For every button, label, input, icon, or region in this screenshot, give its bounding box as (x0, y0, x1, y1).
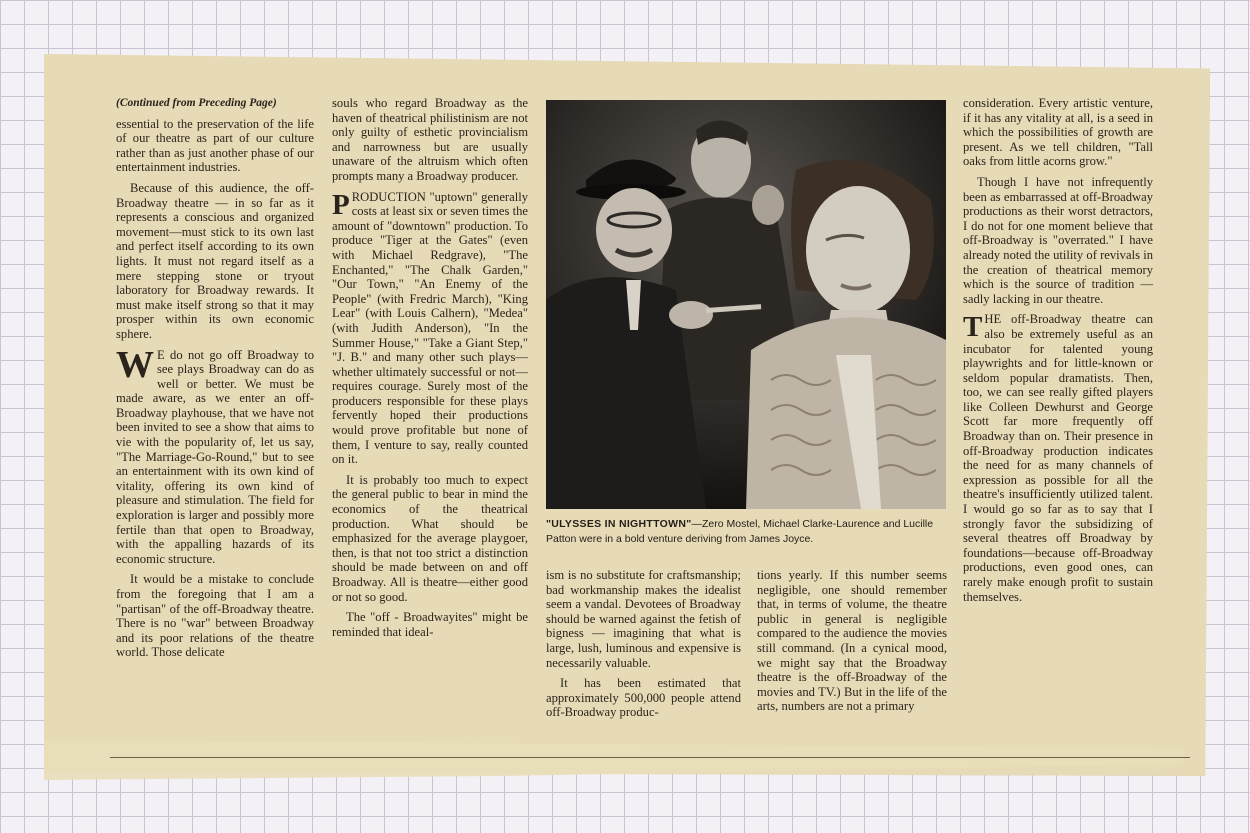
paragraph: W E do not go off Broadway to see plays Broadway can do as well or better. We must be made aware, as we enter an off-Broadway playhouse, that we have not been invited to see a show that aims to vie with the popularity of, let us say, "The Marriage-Go-Round," but to see an entertainment with its own kind of vitality, offering its own kind of pleasure and stimulation. The field for exploration is larger and possibly more fertile than that open to Broadway, with the appalling hazards of its economic structure. (116, 343, 314, 566)
drop-cap: P (332, 188, 350, 221)
drop-cap: T (963, 311, 983, 344)
production-photo (546, 100, 946, 509)
article-column-1 (116, 96, 314, 666)
drop-cap: W (116, 343, 154, 386)
article-column-2 (332, 96, 528, 645)
paragraph: The "off - Broadwayites" might be reminded that ideal- (332, 610, 528, 639)
paragraph: PRODUCTION "uptown" generally costs at least six or seven times the amount of "downtown" production. To produce "Tiger at the Gates" (even with Michael Redgrave), "The Enchanted," "The Chalk Garden," "Our Town," "An Enemy of the People" (with Fredric March), "King Lear" (with Louis Calhern), "Medea" (with Judith Anderson), "In the Summer House," "Take a Giant Step," "J. B." and many other such plays—whether ultimately successful or not—requires courage. Surely most of the producers responsible for these plays fervently hoped their productions would prove profitable but none of them, I venture to say, really counted on it. (332, 188, 528, 467)
continued-note: (Continued from Preceding Page) (116, 97, 277, 109)
caption-text: —Zero Mostel, Michael Clarke-Laurence and Lucille Patton were in a bold venture deriving from James Joyce. (546, 518, 934, 545)
paragraph: It has been estimated that approximately 500,000 people attend off-Broadway produc- (546, 676, 741, 720)
paragraph: It would be a mistake to conclude from the foregoing that I am a "partisan" of the off-Broadway theatre. There is no "war" between Broadway and its poor relations of the theatre world. Those delicate (116, 572, 314, 660)
paragraph: Though I have not infrequently been as embarrassed at off-Broadway productions as their worst detractors, I do not for one moment believe that off-Broadway is "overrated." I have already noted the utility of revivals in the creation of theatrical memory which is the source of tradition — sadly lacking in our theatre. (963, 174, 1153, 306)
paragraph: It is probably too much to expect the general public to bear in mind the economics of the theatrical production. What should be emphasized for the average playgoer, then, is that not too strict a distinction should be made between on and off Broadway. All is theatre—either good or not so good. (332, 472, 528, 604)
paragraph: souls who regard Broadway as the haven of theatrical philistinism are not only guilty of esthetic provincialism and narrowness but are usually unaware of the altruism which often prompts many a Broadway producer. (332, 96, 528, 183)
bottom-rule (110, 757, 1190, 758)
article-column-5 (963, 96, 1153, 610)
paragraph: essential to the preservation of the life of our theatre as part of our culture rather than as just another phase of our entertainment industries. (116, 116, 314, 175)
paragraph: tions yearly. If this number seems negligible, one should remember that, in terms of volume, the theatre public in general is negligible compared to the audience the movies still command. (In a cynical mood, we might say that the Broadway theatre is the off-Broadway of the movies and TV.) But in the life of the arts, numbers are not a primary (757, 568, 947, 714)
paragraph: ism is no substitute for craftsmanship; bad workmanship makes the idealist seem a vandal. Devotees of Broadway should be warned against the fetish of bigness — imagining that what is large, lush, luminous and expensive is necessarily valuable. (546, 568, 741, 670)
article-column-3 (546, 568, 741, 726)
paragraph: consideration. Every artistic venture, if it has any vitality at all, is a seed in which the possibilities of growth are present. As we tell children, "Tall oaks from little acorns grow." (963, 96, 1153, 169)
paragraph: THE off-Broadway theatre can also be extremely useful as an incubator for talented young playwrights and for little-known or seldom popular dramatists. Then, too, we can see really gifted players like Colleen Dewhurst and George Scott far more frequently off Broadway than on. Their presence in off-Broadway production indicates the need for as many channels of expression as possible for all the theatre's insufficiently utilized talent. I would go so far as to say that I strongly favor the subsidizing of several theatres off Broadway by foundations—because off-Broadway productions, even good ones, can rarely make enough profit to sustain themselves. (963, 311, 1153, 604)
caption-title: "ULYSSES IN NIGHTTOWN" (546, 518, 692, 530)
photo-caption (546, 517, 946, 547)
paragraph: Because of this audience, the off-Broadway theatre — in so far as it represents a conscious and organized movement—must stick to its own last and perfect itself according to its own lights. It must not regard itself as a mere stepping stone or tryout laboratory for Broadway rewards. It must make itself strong so that it may prosper within its own economic sphere. (116, 180, 314, 341)
article-column-4 (757, 568, 947, 720)
photo-illustration (546, 100, 946, 509)
